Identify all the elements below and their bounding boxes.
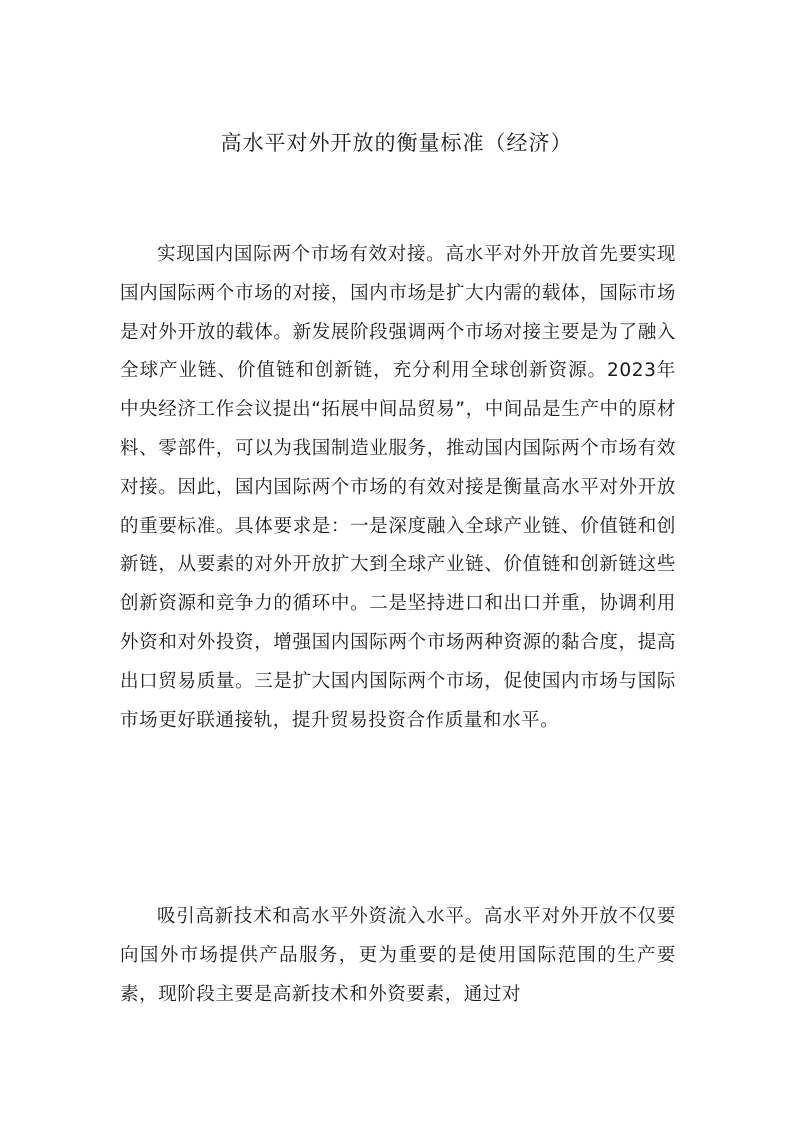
paragraph-market-connection: 实现国内国际两个市场有效对接。高水平对外开放首先要实现国内国际两个市场的对接，国内市场是扩大内需的载体，国际市场是对外开放的载体。新发展阶段强调两个市场对接主要是为了融入全球产业链、价值链和创新链，充分利用全球创新资源。2023年中央经济工作会议提出“拓展中间品贸易”，中间品是生产中的原材料、零部件，可以为我国制造业服务，推动国内国际两个市场有效对接。因此，国内国际两个市场的有效对接是衡量高水平对外开放的重要标准。具体要求是：一是深度融入全球产业链、价值链和创新链，从要素的对外开放扩大到全球产业链、价值链和创新链这些创新资源和竞争力的循环中。二是坚持进口和出口并重，协调利用外资和对外投资，增强国内国际两个市场两种资源的黏合度，提高出口贸易质量。三是扩大国内国际两个市场，促使国内市场与国际市场更好联通接轨，提升贸易投资合作质量和水平。 <box>120 244 676 731</box>
document-title: 高水平对外开放的衡量标准（经济） <box>220 131 573 155</box>
paragraph-tech-investment: 吸引高新技术和高水平外资流入水平。高水平对外开放不仅要向国外市场提供产品服务，更为重要的是使用国际范围的生产要素，现阶段主要是高新技术和外资要素，通过对 <box>120 906 676 1005</box>
